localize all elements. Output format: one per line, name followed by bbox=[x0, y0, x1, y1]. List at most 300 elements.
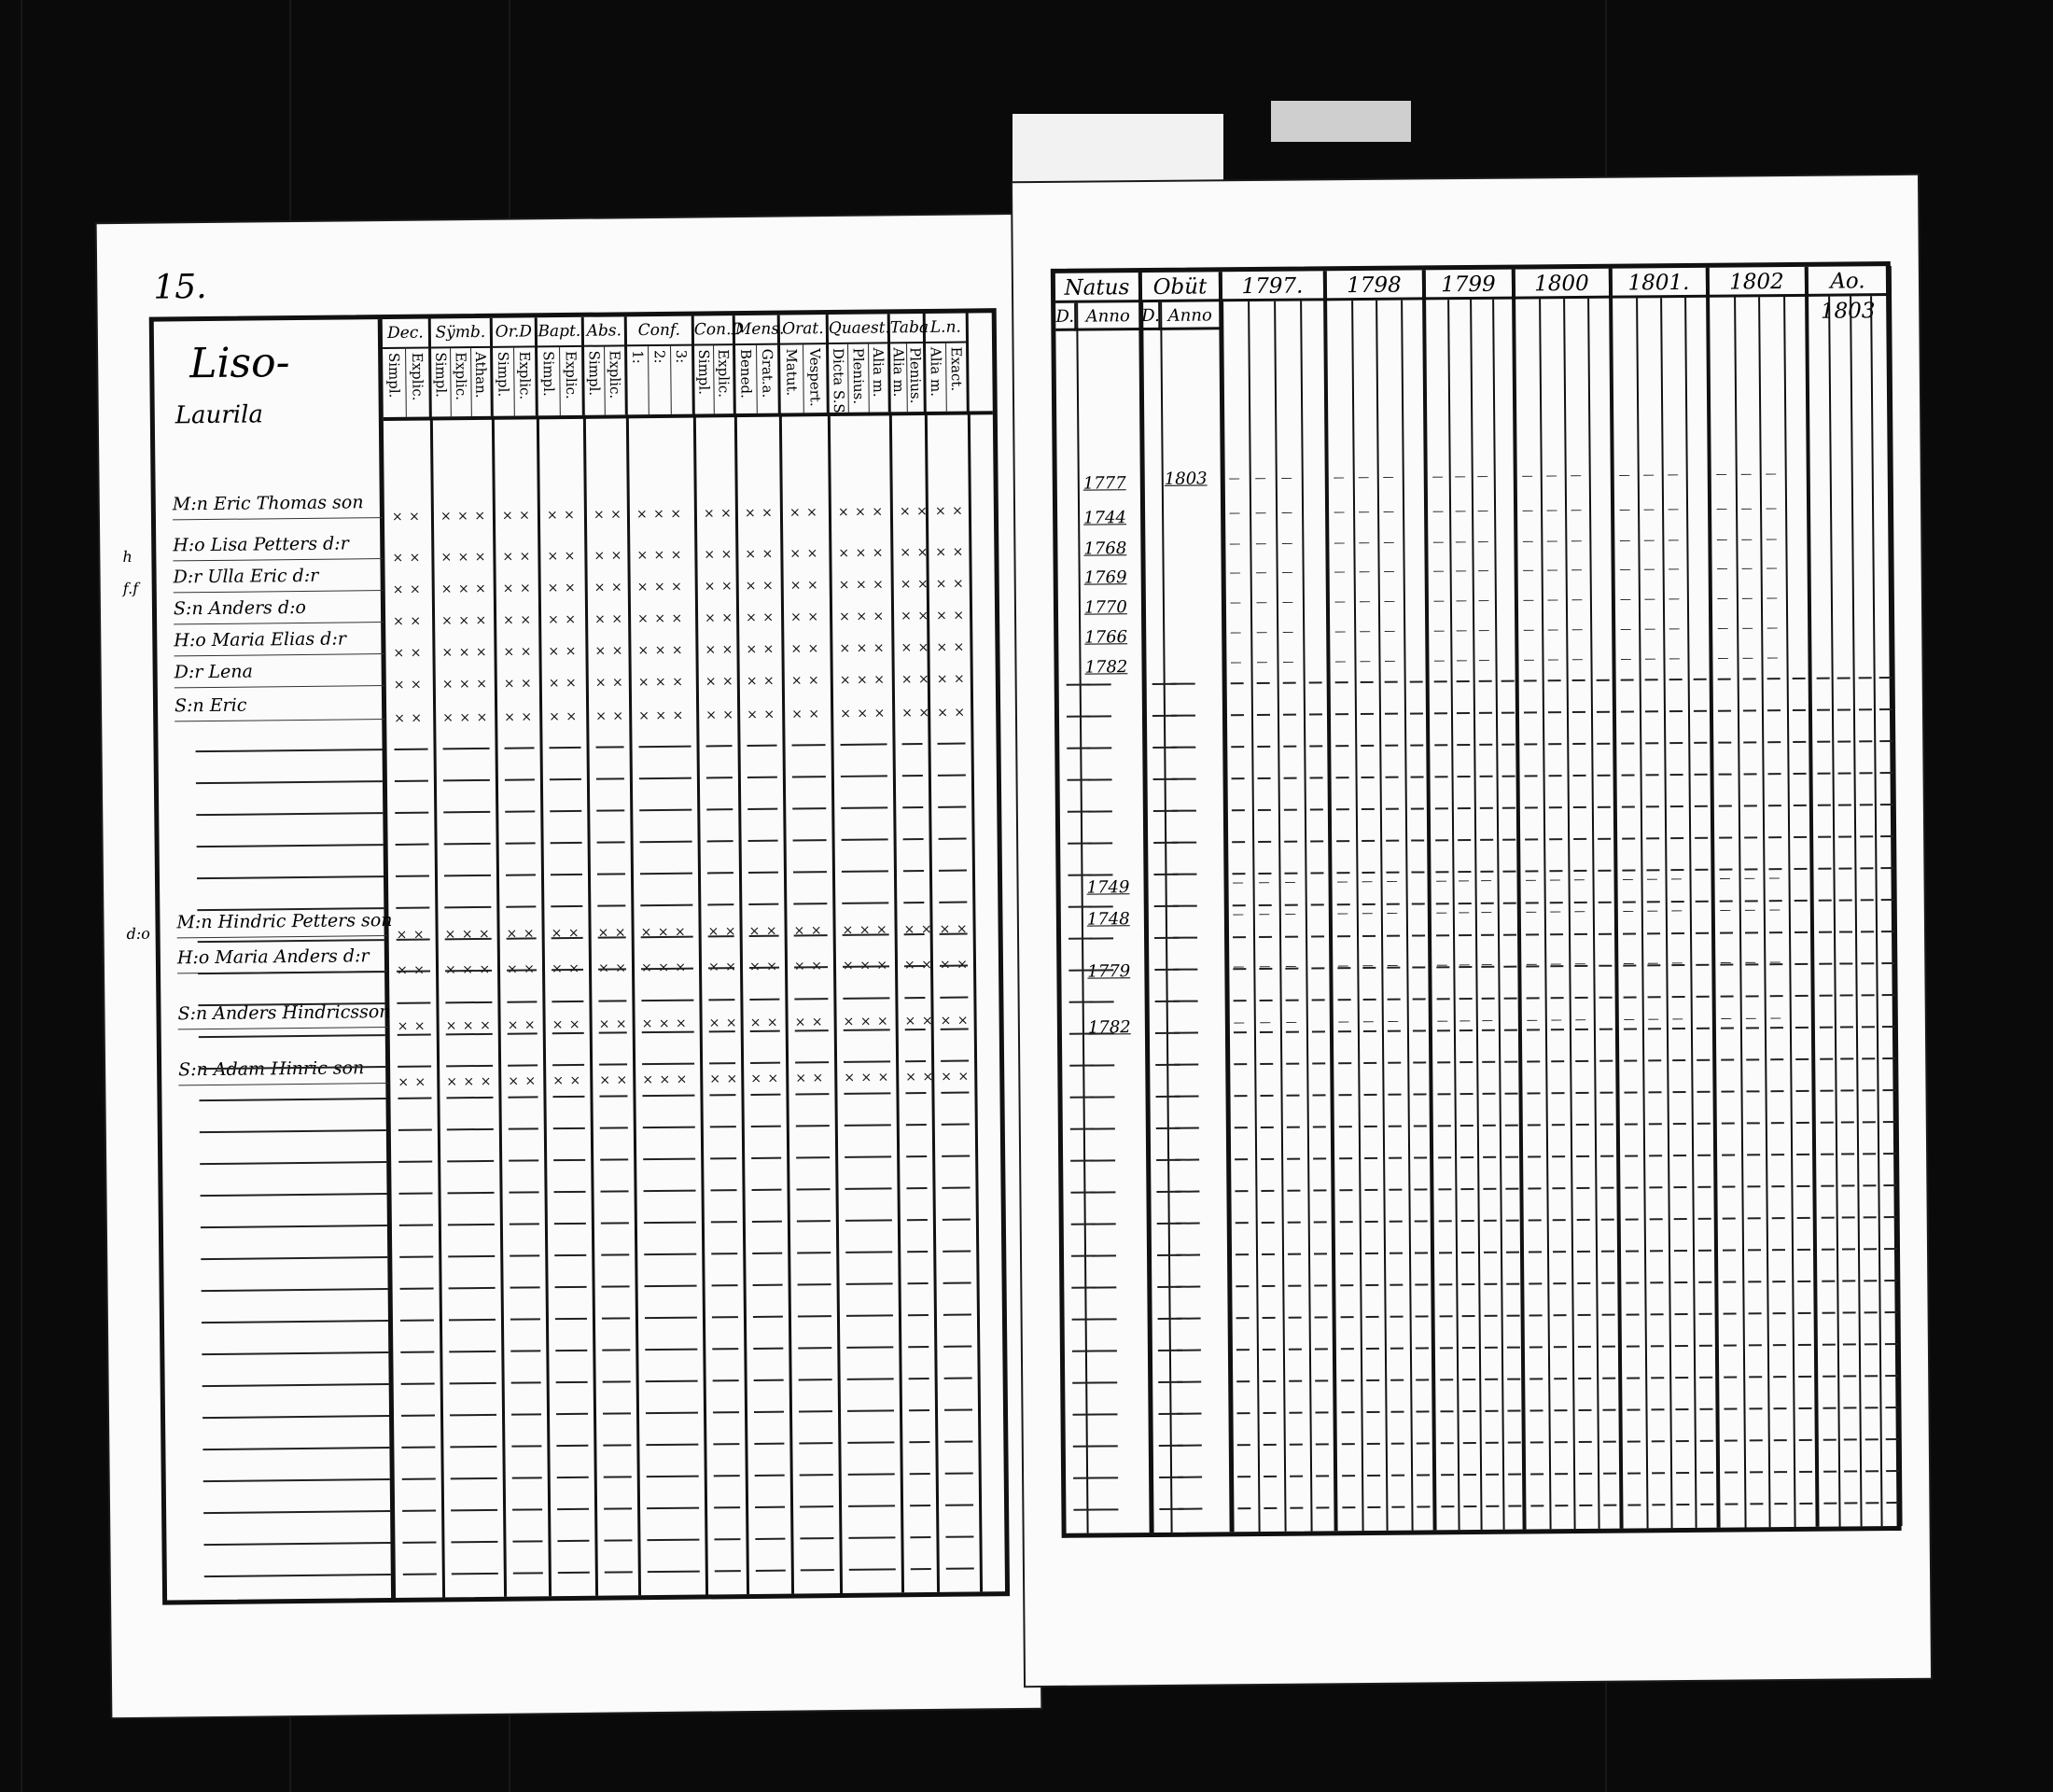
grade-mark: × × bbox=[594, 580, 623, 595]
blank-dash bbox=[1527, 997, 1540, 999]
ruled-line bbox=[709, 1062, 735, 1064]
ruled-line bbox=[556, 1413, 588, 1415]
blank-dash bbox=[1314, 1253, 1327, 1254]
grade-mark: × × × bbox=[842, 922, 888, 938]
blank-dash bbox=[1747, 1154, 1760, 1155]
grade-mark: × × bbox=[549, 708, 579, 725]
ruled-line bbox=[556, 1445, 588, 1447]
column-group bbox=[538, 317, 585, 416]
ruled-line bbox=[842, 838, 888, 841]
grade-mark: × × × bbox=[440, 508, 487, 525]
blank-dash bbox=[1481, 934, 1494, 936]
grade-mark: × × bbox=[708, 1015, 738, 1031]
blank-dash bbox=[1366, 1443, 1379, 1445]
blank-dash bbox=[1650, 1250, 1663, 1252]
ruled-line bbox=[395, 749, 428, 750]
grade-mark: × × bbox=[901, 608, 930, 624]
blank-dash bbox=[1622, 869, 1635, 871]
blank-dash bbox=[1771, 1090, 1784, 1092]
blank-dash bbox=[1316, 1443, 1329, 1445]
blank-dash bbox=[1823, 1344, 1836, 1346]
ruled-line bbox=[907, 1219, 928, 1221]
exam-mark: — bbox=[1647, 956, 1659, 970]
blank-dash bbox=[1507, 1315, 1520, 1317]
year-header: 1800 bbox=[1515, 269, 1612, 300]
year-rule bbox=[1805, 267, 1820, 1527]
blank-dash bbox=[1881, 994, 1894, 996]
blank-dash bbox=[1314, 1284, 1327, 1286]
blank-dash bbox=[1335, 745, 1348, 747]
ruled-line bbox=[907, 1251, 928, 1253]
blank-dash bbox=[1286, 1031, 1299, 1033]
blank-dash bbox=[1554, 1378, 1567, 1379]
ruled-line bbox=[755, 1506, 785, 1508]
blank-dash bbox=[1743, 741, 1756, 743]
exam-mark: — bbox=[1229, 566, 1241, 580]
column-subheader-label: Simpl. bbox=[495, 351, 512, 398]
exam-mark: — bbox=[1670, 872, 1683, 886]
column-subheader bbox=[735, 345, 758, 413]
ruled-line bbox=[644, 1253, 696, 1256]
exam-mark: — bbox=[1458, 874, 1470, 888]
ruled-line bbox=[446, 1065, 493, 1068]
grade-mark: × × bbox=[594, 611, 624, 627]
ruled-line bbox=[748, 903, 778, 905]
blank-dash bbox=[1696, 901, 1709, 903]
ruled-line bbox=[907, 1187, 928, 1189]
blank-dash bbox=[1797, 1281, 1810, 1282]
grade-mark: × × × bbox=[844, 1070, 890, 1085]
blank-dash bbox=[1695, 869, 1708, 871]
ruled-line bbox=[443, 811, 490, 814]
column-group bbox=[926, 313, 970, 411]
blank-dash bbox=[1859, 740, 1872, 742]
grade-mark: × × bbox=[392, 550, 422, 566]
blank-dash bbox=[1527, 1029, 1540, 1030]
grade-mark: × × bbox=[746, 609, 775, 625]
subcolumn-rule bbox=[1850, 296, 1863, 1526]
column-subheader bbox=[406, 349, 429, 417]
blank-dash bbox=[1390, 1253, 1403, 1254]
ruled-line bbox=[845, 1124, 891, 1127]
blank-dash bbox=[1366, 1411, 1379, 1413]
blank-dash bbox=[1174, 1032, 1198, 1034]
blank-dash bbox=[1841, 1089, 1854, 1091]
blank-dash bbox=[1460, 1093, 1473, 1095]
blank-dash bbox=[1507, 1379, 1520, 1380]
blank-dash bbox=[1459, 998, 1473, 1000]
blank-dash bbox=[1724, 1408, 1737, 1410]
grade-mark: × × bbox=[904, 1013, 934, 1029]
blank-dash bbox=[1438, 1093, 1451, 1095]
grade-mark: × × bbox=[789, 546, 819, 562]
grade-mark: × × bbox=[789, 505, 818, 521]
ruled-line bbox=[452, 1573, 498, 1575]
exam-mark: — bbox=[1618, 468, 1630, 482]
ruled-line bbox=[706, 745, 733, 747]
blank-dash bbox=[1094, 1477, 1118, 1478]
blank-dash bbox=[1459, 903, 1472, 904]
blank-dash bbox=[1172, 810, 1196, 812]
ruled-line bbox=[909, 1409, 929, 1411]
blank-dash bbox=[1460, 1188, 1473, 1190]
blank-dash bbox=[1748, 1281, 1761, 1282]
blank-dash bbox=[1748, 1344, 1761, 1346]
blank-dash bbox=[1287, 1095, 1300, 1097]
ruled-line bbox=[602, 1285, 630, 1287]
ruled-line bbox=[793, 839, 827, 841]
blank-dash bbox=[1482, 998, 1495, 1000]
ruled-line bbox=[644, 1190, 696, 1193]
blank-dash bbox=[1645, 710, 1658, 712]
blank-dash bbox=[1878, 677, 1892, 679]
blank-dash bbox=[1461, 1252, 1474, 1253]
blank-dash bbox=[1340, 1221, 1353, 1223]
grade-mark: × × bbox=[900, 544, 929, 561]
blank-dash bbox=[1231, 682, 1244, 684]
blank-dash bbox=[1463, 1505, 1476, 1507]
blank-dash bbox=[1819, 900, 1832, 902]
year-rule bbox=[1609, 269, 1624, 1529]
exam-mark: — bbox=[1715, 467, 1727, 481]
blank-dash bbox=[1574, 902, 1587, 903]
blank-dash bbox=[1236, 1317, 1250, 1319]
ruled-line bbox=[402, 1510, 436, 1512]
exam-mark: — bbox=[1522, 593, 1534, 607]
blank-dash bbox=[1722, 1186, 1735, 1188]
blank-dash bbox=[1309, 713, 1322, 715]
blank-dash bbox=[1435, 807, 1448, 809]
ruled-line bbox=[846, 1314, 893, 1317]
column-subheader-label: Simpl. bbox=[585, 350, 604, 397]
column-subheader-label: Explic. bbox=[409, 352, 426, 401]
blank-dash bbox=[1088, 842, 1112, 844]
blank-dash bbox=[1389, 1189, 1402, 1191]
blank-dash bbox=[1437, 998, 1450, 1000]
blank-dash bbox=[1844, 1470, 1857, 1472]
blank-dash bbox=[1770, 1027, 1783, 1029]
blank-dash bbox=[1174, 1064, 1198, 1066]
blank-dash bbox=[1175, 1191, 1199, 1193]
exam-mark: — bbox=[1229, 537, 1241, 551]
ruled-line bbox=[202, 1351, 388, 1355]
column-subheader bbox=[780, 344, 804, 413]
blank-dash bbox=[1175, 1127, 1199, 1129]
blank-dash bbox=[1479, 680, 1492, 682]
exam-mark: — bbox=[1258, 875, 1270, 889]
blank-dash bbox=[1885, 1343, 1898, 1345]
blank-dash bbox=[1859, 772, 1872, 774]
blank-dash bbox=[1263, 1380, 1276, 1382]
blank-dash bbox=[1412, 998, 1425, 1000]
exam-mark: — bbox=[1455, 504, 1467, 518]
exam-mark: — bbox=[1233, 1015, 1245, 1029]
blank-dash bbox=[1745, 995, 1758, 997]
ruled-line bbox=[555, 1318, 587, 1320]
year-header: 1799 bbox=[1425, 270, 1515, 301]
ruled-line bbox=[903, 902, 924, 903]
blank-dash bbox=[1773, 1407, 1786, 1409]
exam-mark: — bbox=[1765, 501, 1778, 515]
blank-dash bbox=[1362, 840, 1375, 842]
blank-dash bbox=[1313, 1126, 1326, 1127]
blank-dash bbox=[1670, 869, 1683, 871]
subcolumn-rule bbox=[1300, 301, 1313, 1532]
ruled-line bbox=[395, 812, 428, 814]
blank-dash bbox=[1744, 868, 1757, 870]
blank-dash bbox=[1286, 1000, 1299, 1001]
blank-dash bbox=[1174, 1001, 1198, 1002]
blank-dash bbox=[1818, 805, 1831, 806]
column-subheader bbox=[694, 345, 715, 413]
ruled-line bbox=[550, 778, 581, 780]
blank-dash bbox=[1723, 1250, 1736, 1252]
grade-mark: × × bbox=[548, 611, 578, 628]
ruled-line bbox=[905, 1092, 926, 1094]
exam-mark: — bbox=[1358, 504, 1370, 519]
blank-dash bbox=[1652, 1504, 1665, 1505]
ruled-line bbox=[550, 747, 581, 749]
exam-mark: — bbox=[1334, 595, 1346, 609]
blank-dash bbox=[1360, 681, 1373, 683]
blank-dash bbox=[1745, 1027, 1758, 1029]
blank-dash bbox=[1725, 1440, 1738, 1442]
exam-mark: — bbox=[1334, 624, 1347, 638]
column-subheader bbox=[946, 343, 967, 412]
ruled-line bbox=[601, 1253, 629, 1255]
exam-mark: — bbox=[1281, 505, 1293, 519]
ruled-line bbox=[451, 1477, 497, 1480]
grade-mark: × × × bbox=[441, 644, 488, 661]
blank-dash bbox=[1438, 1188, 1451, 1190]
ruled-line bbox=[642, 1095, 694, 1098]
exam-mark: — bbox=[1643, 533, 1655, 547]
blank-dash bbox=[1527, 1060, 1540, 1062]
year-header: Natus bbox=[1055, 273, 1141, 303]
exam-mark: — bbox=[1432, 594, 1445, 608]
ruled-line bbox=[508, 1096, 538, 1098]
blank-dash bbox=[1772, 1217, 1785, 1219]
blank-dash bbox=[1673, 1091, 1686, 1093]
person-name: H:o Lisa Petters d:r bbox=[173, 523, 383, 561]
ruled-line bbox=[508, 1032, 538, 1034]
ruled-line bbox=[397, 1002, 430, 1004]
blank-dash bbox=[1363, 1126, 1376, 1127]
ruled-line bbox=[640, 841, 692, 844]
ruled-line bbox=[201, 1225, 387, 1228]
ruled-line bbox=[597, 873, 625, 875]
blank-dash bbox=[1886, 1438, 1899, 1440]
exam-mark: — bbox=[1280, 470, 1292, 484]
ruled-line bbox=[708, 967, 734, 969]
ruled-line bbox=[943, 1187, 971, 1189]
blank-dash bbox=[1172, 874, 1196, 875]
blank-dash bbox=[1743, 773, 1756, 775]
exam-mark: — bbox=[1436, 1014, 1448, 1028]
ruled-line bbox=[798, 1315, 831, 1317]
blank-dash bbox=[1417, 1505, 1430, 1507]
blank-dash bbox=[1528, 1187, 1541, 1189]
grade-mark: × × bbox=[704, 579, 733, 595]
ruled-line bbox=[639, 809, 691, 812]
blank-dash bbox=[1572, 743, 1585, 745]
ruled-line bbox=[448, 1255, 495, 1258]
blank-dash bbox=[1441, 1474, 1454, 1476]
ruled-line bbox=[596, 777, 624, 779]
blank-dash bbox=[1794, 868, 1807, 870]
ruled-line bbox=[845, 1187, 892, 1190]
grade-mark: × × × bbox=[838, 545, 885, 561]
blank-dash bbox=[1310, 808, 1323, 810]
column-subheader-label: 2: bbox=[650, 349, 668, 364]
grade-mark: × × bbox=[546, 507, 576, 524]
blank-dash bbox=[1699, 1345, 1712, 1347]
exam-mark: — bbox=[1284, 875, 1296, 889]
exam-mark: — bbox=[1458, 905, 1470, 919]
blank-dash bbox=[1552, 1092, 1565, 1094]
ruled-line bbox=[904, 997, 925, 999]
blank-dash bbox=[1508, 1505, 1521, 1507]
blank-dash bbox=[1336, 777, 1349, 778]
blank-dash bbox=[1339, 1189, 1352, 1191]
exam-mark: — bbox=[1383, 564, 1395, 578]
blank-dash bbox=[1747, 1249, 1760, 1251]
blank-dash bbox=[1669, 710, 1683, 712]
blank-dash bbox=[1771, 1154, 1784, 1155]
exam-mark: — bbox=[1232, 875, 1244, 889]
exam-mark: — bbox=[1359, 623, 1371, 638]
blank-dash bbox=[1435, 871, 1448, 873]
blank-dash bbox=[1504, 1029, 1517, 1031]
person-name: M:n Hindric Petters son bbox=[176, 900, 386, 938]
exam-mark: — bbox=[1720, 1011, 1732, 1025]
blank-dash bbox=[1283, 714, 1296, 716]
exam-mark: — bbox=[1459, 958, 1471, 972]
blank-dash bbox=[1880, 867, 1893, 869]
exam-mark: — bbox=[1744, 955, 1756, 969]
blank-dash bbox=[1550, 933, 1563, 935]
blank-dash bbox=[1695, 774, 1708, 776]
exam-mark: — bbox=[1435, 905, 1447, 919]
ruled-line bbox=[395, 780, 428, 782]
grade-mark: × × × bbox=[441, 612, 488, 629]
column-subheader bbox=[431, 348, 452, 416]
blank-dash bbox=[1645, 742, 1658, 744]
subheader: Anno bbox=[1160, 301, 1222, 330]
ruled-line bbox=[557, 1540, 589, 1542]
blank-dash bbox=[1818, 836, 1831, 838]
blank-dash bbox=[1599, 1029, 1613, 1030]
blank-dash bbox=[1799, 1503, 1812, 1505]
exam-mark: — bbox=[1647, 1012, 1659, 1026]
column-subheader bbox=[926, 343, 947, 412]
exam-mark: — bbox=[1436, 958, 1448, 972]
blank-dash bbox=[1843, 1280, 1856, 1281]
grade-mark: × × × bbox=[640, 959, 688, 976]
blank-dash bbox=[1092, 1223, 1116, 1225]
ruled-line bbox=[712, 1284, 738, 1286]
year-header: Obüt bbox=[1141, 272, 1222, 302]
ruled-line bbox=[903, 838, 924, 840]
blank-dash bbox=[1090, 1001, 1114, 1002]
column-group-title: L.n. bbox=[926, 314, 966, 343]
blank-dash bbox=[1463, 1442, 1476, 1444]
year-header: 1802 bbox=[1709, 267, 1808, 298]
blank-dash bbox=[1336, 840, 1349, 842]
ruled-line bbox=[794, 934, 828, 936]
blank-dash bbox=[1459, 934, 1472, 936]
exam-mark: — bbox=[1622, 903, 1634, 917]
blank-dash bbox=[1721, 996, 1734, 998]
grade-mark: × × bbox=[552, 1072, 582, 1089]
ruled-line bbox=[507, 969, 537, 971]
exam-mark: — bbox=[1644, 622, 1656, 636]
ruled-line bbox=[599, 1063, 627, 1065]
blank-dash bbox=[1416, 1410, 1429, 1412]
blank-dash bbox=[1837, 740, 1850, 742]
ruled-line bbox=[552, 937, 583, 939]
blank-dash bbox=[1437, 1061, 1450, 1063]
ruled-line bbox=[910, 1473, 930, 1475]
ruled-line bbox=[906, 1155, 927, 1157]
blank-dash bbox=[1882, 1089, 1895, 1091]
blank-dash bbox=[1172, 842, 1196, 844]
blank-dash bbox=[1283, 682, 1296, 684]
blank-dash bbox=[1649, 1091, 1662, 1093]
ruled-line bbox=[798, 1283, 831, 1285]
column-subheader bbox=[627, 346, 649, 414]
exam-mark: — bbox=[1359, 594, 1371, 609]
blank-dash bbox=[1312, 999, 1325, 1001]
grade-mark: × × bbox=[790, 641, 820, 657]
blank-dash bbox=[1337, 935, 1350, 937]
blank-dash bbox=[1648, 1028, 1661, 1029]
grade-mark: × × bbox=[707, 959, 738, 975]
blank-dash bbox=[1795, 1027, 1808, 1029]
ruled-line bbox=[750, 1094, 780, 1096]
blank-dash bbox=[1676, 1472, 1689, 1474]
blank-dash bbox=[1698, 1281, 1711, 1283]
blank-dash bbox=[1311, 935, 1324, 937]
blank-dash bbox=[1625, 1186, 1638, 1188]
blank-dash bbox=[1694, 710, 1707, 712]
grade-mark: × × bbox=[790, 609, 820, 625]
ruled-line bbox=[754, 1411, 784, 1413]
blank-dash bbox=[1262, 1253, 1275, 1255]
blank-dash bbox=[1700, 1440, 1713, 1442]
exam-mark: — bbox=[1716, 591, 1728, 605]
blank-dash bbox=[1414, 1156, 1427, 1158]
ruled-line bbox=[199, 1098, 385, 1101]
blank-dash bbox=[1575, 997, 1588, 999]
ruled-line bbox=[941, 1060, 969, 1062]
ruled-line bbox=[509, 1159, 538, 1161]
exam-mark: — bbox=[1546, 563, 1558, 577]
blank-dash bbox=[1363, 1062, 1376, 1064]
blank-dash bbox=[1694, 742, 1707, 744]
blank-dash bbox=[1648, 1059, 1661, 1061]
ruled-line bbox=[201, 1256, 387, 1260]
blank-dash bbox=[1526, 933, 1539, 935]
grade-mark: × × bbox=[703, 506, 733, 522]
grade-mark: × × bbox=[598, 1016, 628, 1032]
ruled-line bbox=[596, 809, 624, 811]
blank-dash bbox=[1530, 1473, 1543, 1475]
grade-mark: × × × bbox=[640, 924, 687, 941]
ruled-line bbox=[451, 1541, 497, 1544]
blank-dash bbox=[1338, 1030, 1351, 1032]
exam-mark: — bbox=[1233, 959, 1245, 973]
